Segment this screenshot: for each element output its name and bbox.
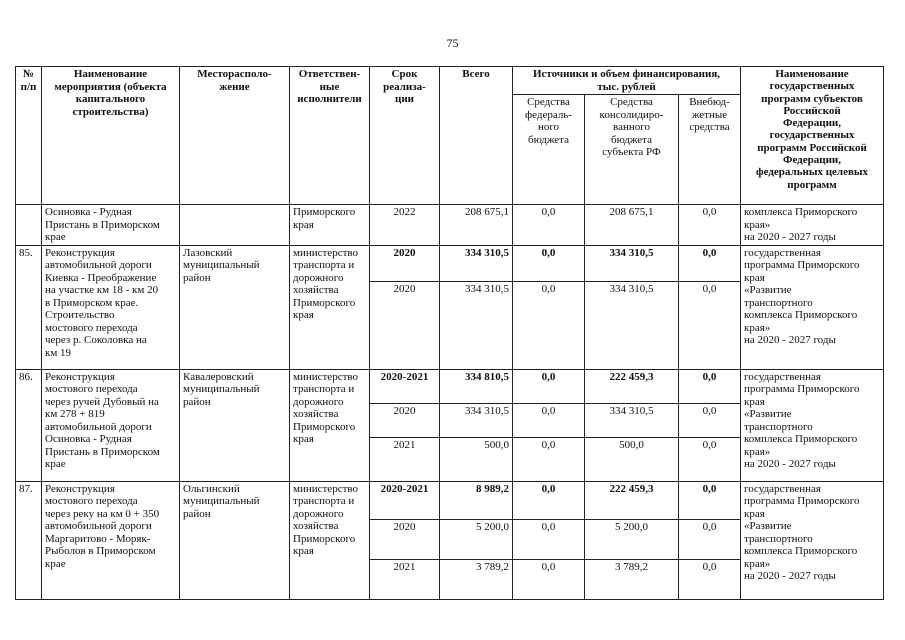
cell-responsible: министерство транспорта и дорожного хозяйства Приморского края — [290, 369, 370, 481]
header-sources: Источники и объем финансирования, тыс. рублей — [513, 67, 741, 95]
cell-federal: 0,0 — [513, 437, 585, 481]
cell-programs: государственная программа Приморского края «Развитие транспортного комплекса Приморского края» на 2020 - 2027 годы — [741, 481, 884, 599]
header-term: Срок реализа- ции — [370, 67, 440, 205]
cell-location: Кавалеровский муниципальный район — [180, 369, 290, 481]
cell-total: 334 310,5 — [440, 281, 513, 369]
page-number: 75 — [446, 36, 459, 50]
table-row — [16, 205, 884, 246]
cell-federal: 0,0 — [513, 519, 585, 559]
cell-federal: 0,0 — [513, 559, 585, 599]
cell-term: 2020 — [370, 519, 440, 559]
cell-name: Реконструкция мостового перехода через реку на км 0 + 350 автомобильной дороги Маргаритово - Моряк- Рыболов в Приморском крае — [42, 481, 180, 599]
table-row — [16, 369, 884, 403]
cell-total: 500,0 — [440, 437, 513, 481]
cell-federal: 0,0 — [513, 369, 585, 403]
cell-term: 2020 — [370, 403, 440, 437]
cell-regional: 222 459,3 — [585, 481, 679, 519]
header-extrabudget: Внебюд- жетные средства — [679, 95, 741, 205]
cell-name: Осиновка - Рудная Пристань в Приморском крае — [42, 205, 180, 246]
cell-total: 334 810,5 — [440, 369, 513, 403]
cell-location: Лазовский муниципальный район — [180, 245, 290, 369]
cell-regional: 222 459,3 — [585, 369, 679, 403]
cell-total: 8 989,2 — [440, 481, 513, 519]
cell-total: 334 310,5 — [440, 245, 513, 281]
cell-responsible: министерство транспорта и дорожного хозяйства Приморского края — [290, 481, 370, 599]
cell-total: 5 200,0 — [440, 519, 513, 559]
cell-federal: 0,0 — [513, 205, 585, 246]
cell-num: 86. — [16, 369, 42, 481]
cell-regional: 334 310,5 — [585, 245, 679, 281]
cell-extrabudget: 0,0 — [679, 437, 741, 481]
cell-responsible: Приморского края — [290, 205, 370, 246]
cell-total: 3 789,2 — [440, 559, 513, 599]
cell-num: 85. — [16, 245, 42, 369]
cell-num: 87. — [16, 481, 42, 599]
cell-federal: 0,0 — [513, 245, 585, 281]
header-federal: Средства федераль- ного бюджета — [513, 95, 585, 205]
cell-total: 208 675,1 — [440, 205, 513, 246]
cell-responsible: министерство транспорта и дорожного хозяйства Приморского края — [290, 245, 370, 369]
cell-regional: 3 789,2 — [585, 559, 679, 599]
header-location: Месторасполо- жение — [180, 67, 290, 205]
cell-regional: 334 310,5 — [585, 281, 679, 369]
cell-term: 2020-2021 — [370, 369, 440, 403]
cell-extrabudget: 0,0 — [679, 519, 741, 559]
cell-extrabudget: 0,0 — [679, 369, 741, 403]
cell-programs: государственная программа Приморского края «Развитие транспортного комплекса Приморского края» на 2020 - 2027 годы — [741, 369, 884, 481]
cell-federal: 0,0 — [513, 281, 585, 369]
header-name: Наименование мероприятия (объекта капитального строительства) — [42, 67, 180, 205]
cell-total: 334 310,5 — [440, 403, 513, 437]
cell-federal: 0,0 — [513, 481, 585, 519]
header-total: Всего — [440, 67, 513, 205]
cell-term: 2020-2021 — [370, 481, 440, 519]
cell-term: 2022 — [370, 205, 440, 246]
cell-extrabudget: 0,0 — [679, 403, 741, 437]
cell-extrabudget: 0,0 — [679, 281, 741, 369]
cell-regional: 334 310,5 — [585, 403, 679, 437]
table-row — [16, 245, 884, 281]
cell-programs: государственная программа Приморского края «Развитие транспортного комплекса Приморского края» на 2020 - 2027 годы — [741, 245, 884, 369]
cell-programs: комплекса Приморского края» на 2020 - 2027 годы — [741, 205, 884, 246]
cell-regional: 5 200,0 — [585, 519, 679, 559]
header-programs: Наименование государственных программ субъектов Российской Федерации, государственных программ Российской Федерации, федеральных целевых программ — [741, 67, 884, 205]
cell-regional: 208 675,1 — [585, 205, 679, 246]
cell-federal: 0,0 — [513, 403, 585, 437]
cell-name: Реконструкция мостового перехода через ручей Дубовый на км 278 + 819 автомобильной дороги Осиновка - Рудная Пристань в Приморском крае — [42, 369, 180, 481]
cell-term: 2020 — [370, 245, 440, 281]
cell-term: 2021 — [370, 437, 440, 481]
table-row — [16, 481, 884, 519]
cell-extrabudget: 0,0 — [679, 245, 741, 281]
cell-regional: 500,0 — [585, 437, 679, 481]
header-num: № п/п — [16, 67, 42, 205]
cell-extrabudget: 0,0 — [679, 559, 741, 599]
header-regional: Средства консолидиро- ванного бюджета субъекта РФ — [585, 95, 679, 205]
cell-location: Ольгинский муниципальный район — [180, 481, 290, 599]
cell-term: 2021 — [370, 559, 440, 599]
header-responsible: Ответствен- ные исполнители — [290, 67, 370, 205]
financing-table — [15, 66, 884, 600]
cell-extrabudget: 0,0 — [679, 205, 741, 246]
cell-name: Реконструкция автомобильной дороги Киевка - Преображение на участке км 18 - км 20 в Приморском крае. Строительство мостового перехода через р. Соколовка на км 19 — [42, 245, 180, 369]
cell-term: 2020 — [370, 281, 440, 369]
cell-extrabudget: 0,0 — [679, 481, 741, 519]
